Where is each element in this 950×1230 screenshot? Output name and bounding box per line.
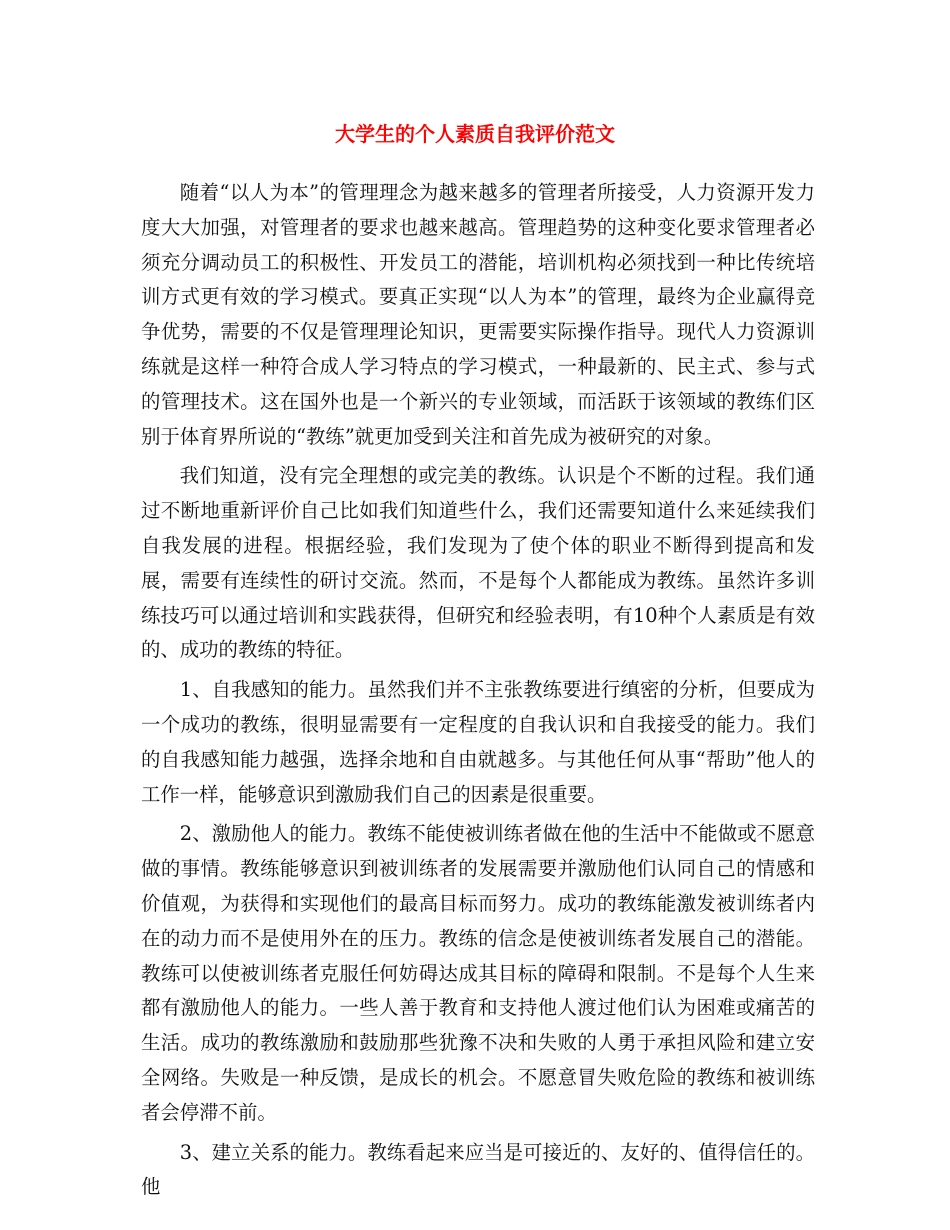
paragraph-self-awareness: 1、自我感知的能力。虽然我们并不主张教练要进行缜密的分析，但要成为一个成功的教练，很明显需要有一定程度的自我认识和自我接受的能力。我们的自我感知能力越强，选择余地和自由就越多。与其他任何从事“帮助”他人的工作一样，能够意识到激励我们自己的因素是很重要。 (141, 678, 815, 806)
paragraph-intro: 随着“以人为本”的管理理念为越来越多的管理者所接受，人力资源开发力度大大加强，对管理者的要求也越来越高。管理趋势的这种变化要求管理者必须充分调动员工的积极性、开发员工的潜能，培训机构必须找到一种比传统培训方式更有效的学习模式。要真正实现“以人为本”的管理，最终为企业赢得竞争优势，需要的不仅是管理理论知识，更需要实际操作指导。现代人力资源训练就是这样一种符合成人学习特点的学习模式，一种最新的、民主式、参与式的管理技术。这在国外也是一个新兴的专业领域，而活跃于该领域的教练们区别于体育界所说的“教练”就更加受到关注和首先成为被研究的对象。 (141, 181, 815, 448)
paragraph-relationship: 3、建立关系的能力。教练看起来应当是可接近的、友好的、值得信任的。他 (141, 1140, 815, 1199)
document-body (141, 176, 815, 1210)
paragraph-motivation: 2、激励他人的能力。教练不能使被训练者做在他的生活中不能做或不愿意做的事情。教练能够意识到被训练者的发展需要并激励他们认同自己的情感和价值观，为获得和实现他们的最高目标而努力。成功的教练能激发被训练者内在的动力而不是使用外在的压力。教练的信念是使被训练者发展自己的潜能。教练可以使被训练者克服任何妨碍达成其目标的障碍和限制。不是每个人生来都有激励他人的能力。一些人善于教育和支持他人渡过他们认为困难或痛苦的生活。成功的教练激励和鼓励那些犹豫不决和失败的人勇于承担风险和建立安全网络。失败是一种反馈，是成长的机会。不愿意冒失败危险的教练和被训练者会停滞不前。 (141, 822, 815, 1124)
paragraph-coach-qualities: 我们知道，没有完全理想的或完美的教练。认识是个不断的过程。我们通过不断地重新评价自己比如我们知道些什么，我们还需要知道什么来延续我们自我发展的进程。根据经验，我们发现为了使个体的职业不断得到提高和发展，需要有连续性的研讨交流。然而，不是每个人都能成为教练。虽然许多训练技巧可以通过培训和实践获得，但研究和经验表明，有10种个人素质是有效的、成功的教练的特征。 (141, 464, 815, 662)
document-title: 大学生的个人素质自我评价范文 (335, 122, 615, 146)
